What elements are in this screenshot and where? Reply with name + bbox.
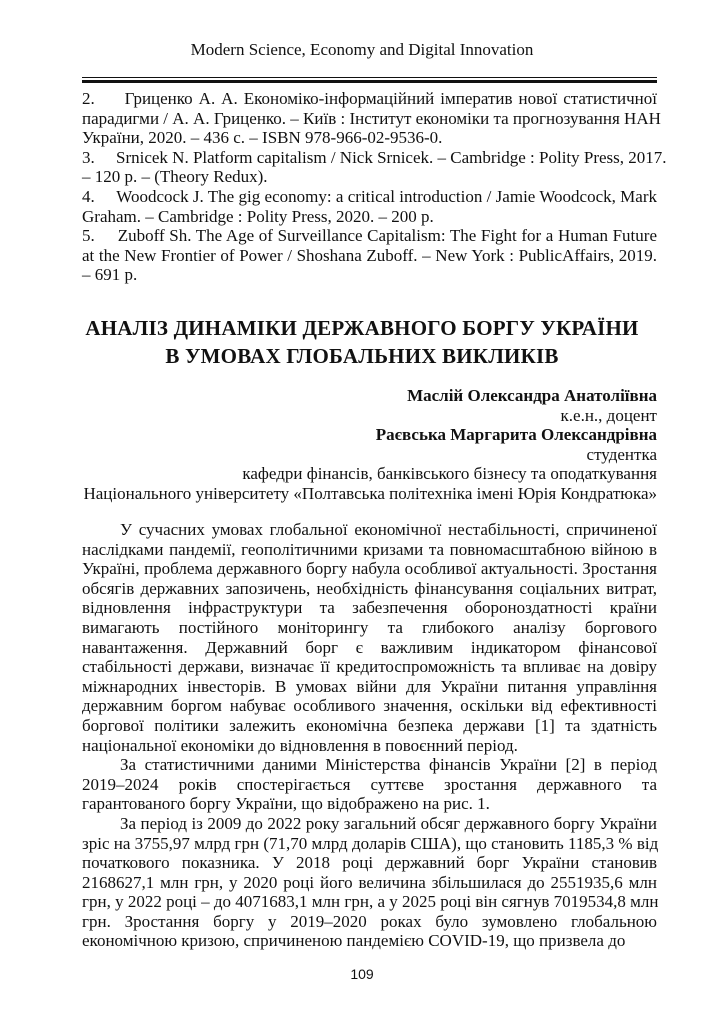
author-role: к.е.н., доцент	[560, 405, 657, 425]
text-line: початкового показника. У 2018 році державний борг України становив	[82, 853, 657, 873]
text-line: 3. Srnicek N. Platform capitalism / Nick Srnicek. – Cambridge : Polity Press, 2017.	[82, 147, 667, 167]
text-line: парадигми / А. А. Гриценко. – Київ : Інститут економіки та прогнозування НАН	[82, 108, 661, 128]
text-line: зріс на 3755,97 млрд грн (71,70 млрд доларів США), що становить 1185,3 % від	[82, 833, 659, 853]
paragraph	[82, 755, 657, 814]
reference-list	[82, 89, 667, 285]
text-line: боргової політики залежить економічна безпека держави [1] та здатність	[82, 715, 657, 735]
text-line: стабільності держави, визначає її кредитоспроможність та впливає на довіру	[82, 657, 657, 677]
text-line: грн, у 2022 році – до 4071683,1 млн грн, а у 2025 році він сягнув 7019534,8 млн	[82, 892, 659, 912]
text-line: державним боргом набуває особливого значення, оскільки від ефективності	[82, 696, 657, 716]
text-line: міжнародних інвесторів. В умовах війни для України питання управління	[82, 676, 657, 696]
university: Національного університету «Полтавська політехніка імені Юрія Кондратюка»	[83, 483, 657, 503]
author-role: студентка	[586, 444, 657, 464]
paragraph	[82, 814, 657, 951]
article-title	[0, 314, 724, 370]
text-line: гарантованого боргу України, що відображено на рис. 1.	[82, 794, 490, 814]
reference-item	[82, 187, 657, 226]
text-line: За період із 2009 до 2022 року загальний обсяг державного боргу України	[120, 813, 657, 833]
text-line: обсягів державних запозичень, необхідність фінансування соціальних витрат,	[82, 578, 657, 598]
title-line: АНАЛІЗ ДИНАМІКИ ДЕРЖАВНОГО БОРГУ УКРАЇНИ	[85, 316, 639, 340]
running-header: Modern Science, Economy and Digital Innovation	[190, 40, 534, 59]
author-name: Маслій Олександра Анатоліївна	[407, 386, 657, 405]
text-line: України, 2020. – 436 с. – ISBN 978-966-02-9536-0.	[82, 128, 443, 148]
text-line: at the New Frontier of Power / Shoshana Zuboff. – New York : PublicAffairs, 2019.	[82, 245, 657, 265]
text-line: національної економіки до відновлення в повоєнний період.	[82, 735, 518, 755]
text-line: 2019–2024 років спостерігається суттєве зростання державного та	[82, 774, 657, 794]
text-line: 5. Zuboff Sh. The Age of Surveillance Capitalism: The Fight for a Human Future	[82, 226, 657, 246]
title-line: В УМОВАХ ГЛОБАЛЬНИХ ВИКЛИКІВ	[165, 344, 559, 368]
text-line: наслідками пандемії, геополітичними кризами та повномасштабною війною в	[82, 539, 657, 559]
text-line: 2. Гриценко А. А. Економіко-інформаційний імператив нової статистичної	[82, 89, 657, 108]
text-line: навантаження. Державний борг є важливим індикатором фінансової	[82, 637, 657, 657]
text-line: економічною кризою, спричиненою пандемією COVID-19, що призвела до	[82, 931, 626, 951]
author-block	[83, 386, 657, 504]
reference-item	[82, 147, 667, 187]
text-line: Україні, проблема державного боргу набула особливої актуальності. Зростання	[82, 559, 657, 579]
department: кафедри фінансів, банківського бізнесу та оподаткування	[242, 464, 657, 484]
text-line: У сучасних умовах глобальної економічної нестабільності, спричиненої	[120, 520, 657, 539]
reference-item	[82, 226, 657, 285]
text-line: – 120 p. – (Theory Redux).	[82, 167, 268, 187]
article-body	[82, 520, 657, 951]
paragraph	[82, 520, 657, 755]
text-line: 4. Woodcock J. The gig economy: a critical introduction / Jamie Woodcock, Mark	[82, 186, 657, 206]
author-name: Раєвська Маргарита Олександрівна	[375, 425, 657, 445]
page-number: 109	[350, 966, 374, 982]
text-line: 2168627,1 млн грн, у 2020 році його величина збільшилася до 2551935,6 млн	[82, 872, 657, 892]
text-line: – 691 p.	[82, 265, 138, 285]
text-line: вимагають постійного моніторингу та глибокого аналізу боргового	[82, 617, 657, 637]
reference-item	[82, 89, 661, 148]
text-line: За статистичними даними Міністерства фінансів України [2] в період	[120, 755, 657, 775]
text-line: відновлення інфраструктури та забезпечення обороноздатності країни	[82, 598, 657, 618]
header-rule-thick	[82, 80, 657, 83]
text-line: грн. Зростання боргу у 2019–2020 роках було зумовлено глобальною	[82, 911, 657, 931]
header-rule-thin	[82, 77, 657, 78]
text-line: Graham. – Cambridge : Polity Press, 2020. – 200 p.	[82, 206, 434, 226]
